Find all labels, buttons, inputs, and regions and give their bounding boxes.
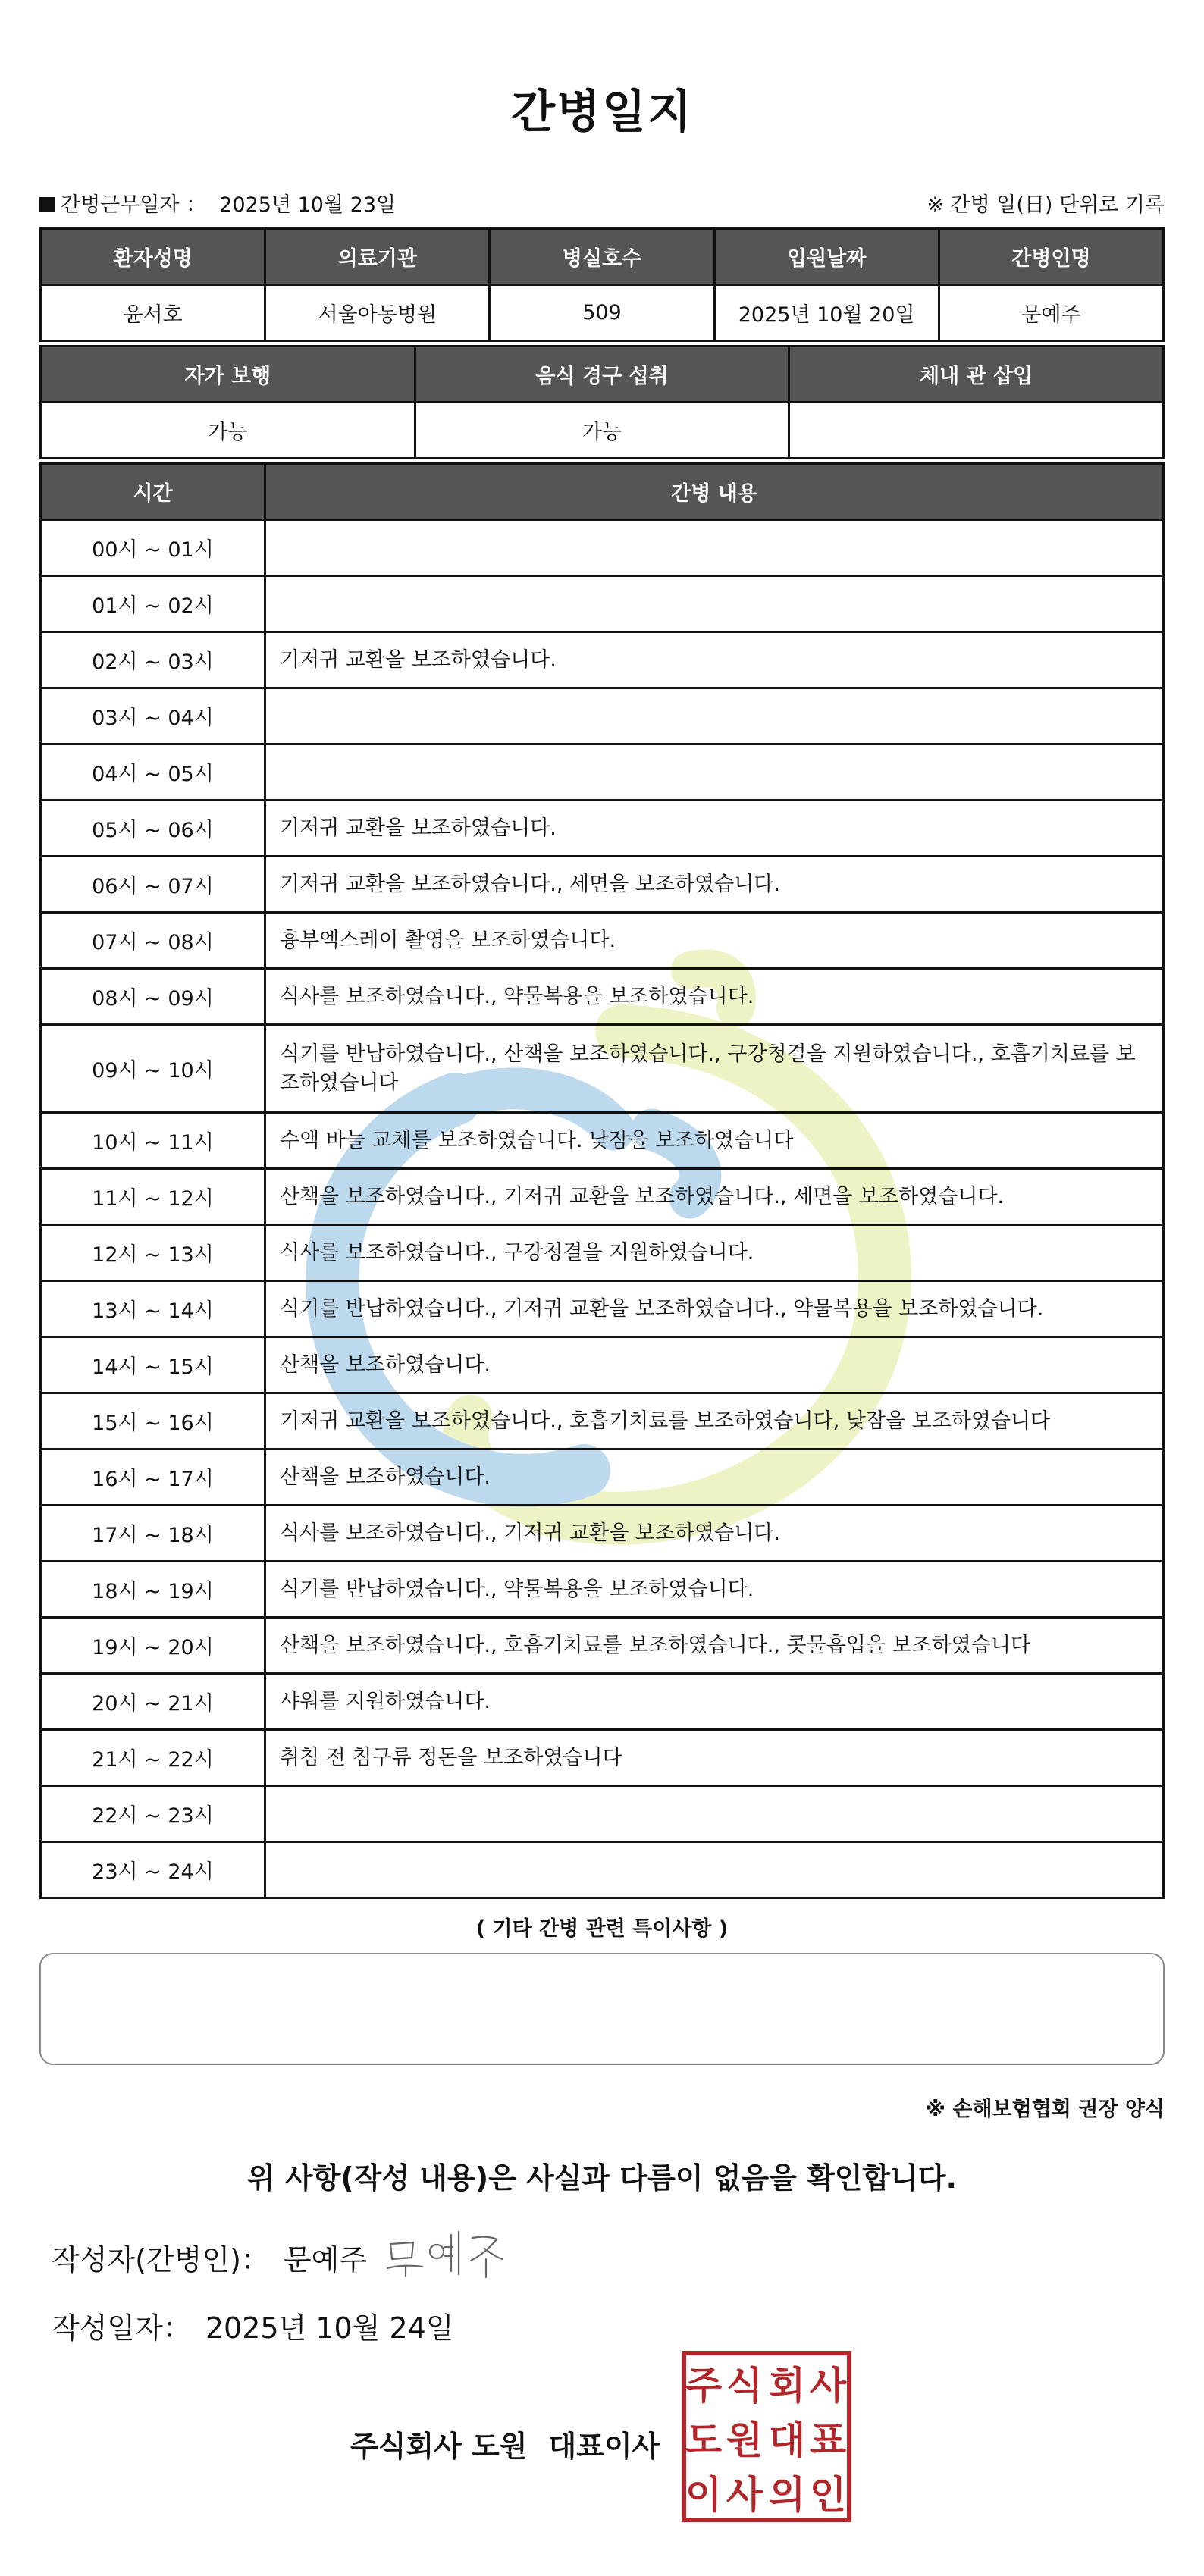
svg-text:사: 사 (726, 2473, 763, 2517)
time-slot: 04시 ~ 05시 (41, 744, 265, 801)
svg-text:회: 회 (768, 2364, 806, 2408)
room-number: 509 (490, 285, 714, 341)
care-content: 산책을 보조하였습니다., 기저귀 교환을 보조하였습니다., 세면을 보조하였습니다. (265, 1169, 1164, 1225)
time-slot: 21시 ~ 22시 (41, 1730, 265, 1786)
care-log-row (41, 801, 1164, 857)
care-log-row (41, 1842, 1164, 1898)
care-content: 식기를 반납하였습니다., 약물복용을 보조하였습니다. (265, 1562, 1164, 1618)
care-content: 식사를 보조하였습니다., 약물복용을 보조하였습니다. (265, 969, 1164, 1025)
time-slot: 18시 ~ 19시 (41, 1562, 265, 1618)
care-content: 기저귀 교환을 보조하였습니다., 세면을 보조하였습니다. (265, 857, 1164, 913)
svg-text:의: 의 (768, 2473, 806, 2517)
written-date-label: 작성일자： (52, 2311, 192, 2345)
patient-status-table (39, 345, 1165, 459)
recommend-note: ※ 손해보험협회 권장 양식 (925, 2098, 1165, 2121)
special-notes-title: ( 기타 간병 관련 특이사항 ) (475, 1917, 729, 1941)
care-content: 흉부엑스레이 촬영을 보조하였습니다. (265, 913, 1164, 969)
care-log-row (41, 1169, 1164, 1225)
care-content: 산책을 보조하였습니다. (265, 1337, 1164, 1393)
square-bullet-icon (39, 197, 55, 212)
care-content: 식기를 반납하였습니다., 기저귀 교환을 보조하였습니다., 약물복용을 보조하였습니다. (265, 1281, 1164, 1337)
header-room-number: 병실호수 (490, 229, 714, 285)
header-care-content: 간병 내용 (265, 464, 1164, 520)
patient-info-table (39, 227, 1165, 342)
time-slot: 14시 ~ 15시 (41, 1337, 265, 1393)
admission-date: 2025년 10월 20일 (714, 285, 939, 341)
time-slot: 00시 ~ 01시 (41, 520, 265, 576)
svg-text:원: 원 (726, 2418, 763, 2462)
care-log-row (41, 576, 1164, 632)
time-slot: 11시 ~ 12시 (41, 1169, 265, 1225)
care-log-row (41, 1449, 1164, 1506)
writer-line (52, 2236, 367, 2278)
time-slot: 09시 ~ 10시 (41, 1025, 265, 1113)
care-log-row (41, 1786, 1164, 1842)
handwritten-signature (383, 2221, 519, 2289)
care-content: 수액 바늘 교체를 보조하였습니다. 낮잠을 보조하였습니다 (265, 1113, 1164, 1169)
care-log-row (41, 1618, 1164, 1674)
hospital-name: 서울아동병원 (265, 285, 490, 341)
care-content (265, 576, 1164, 632)
care-content: 기저귀 교환을 보조하였습니다., 호흡기치료를 보조하였습니다, 낮잠을 보조하였습니다 (265, 1393, 1164, 1449)
care-log-row (41, 520, 1164, 576)
time-slot: 16시 ~ 17시 (41, 1449, 265, 1506)
care-log-row (41, 1730, 1164, 1786)
time-slot: 22시 ~ 23시 (41, 1786, 265, 1842)
header-hospital: 의료기관 (265, 229, 490, 285)
work-date (39, 188, 396, 218)
header-time: 시간 (41, 464, 265, 520)
header-self-walking: 자가 보행 (41, 346, 415, 403)
care-content (265, 1842, 1164, 1898)
special-notes-box (39, 1953, 1165, 2065)
care-log-row (41, 632, 1164, 688)
care-content: 기저귀 교환을 보조하였습니다. (265, 801, 1164, 857)
time-slot: 06시 ~ 07시 (41, 857, 265, 913)
time-slot: 19시 ~ 20시 (41, 1618, 265, 1674)
care-log-row (41, 1113, 1164, 1169)
oral-intake-value: 가능 (415, 403, 789, 459)
company-name: 주식회사 도원 (350, 2430, 528, 2463)
time-slot: 12시 ~ 13시 (41, 1225, 265, 1281)
svg-text:도: 도 (685, 2418, 723, 2462)
representative-label: 대표이사 (548, 2430, 660, 2463)
care-log-row (41, 688, 1164, 744)
care-content: 식사를 보조하였습니다., 기저귀 교환을 보조하였습니다. (265, 1506, 1164, 1562)
caregiver-name: 문예주 (939, 285, 1163, 341)
care-content (265, 744, 1164, 801)
svg-text:사: 사 (809, 2364, 847, 2408)
care-log-row (41, 744, 1164, 801)
time-slot: 05시 ~ 06시 (41, 801, 265, 857)
care-content: 식사를 보조하였습니다., 구강청결을 지원하였습니다. (265, 1225, 1164, 1281)
care-log-row (41, 1393, 1164, 1449)
care-content: 산책을 보조하였습니다., 호흡기치료를 보조하였습니다., 콧물흡입을 보조하였습니다 (265, 1618, 1164, 1674)
tube-insertion-value (789, 403, 1164, 459)
time-slot: 20시 ~ 21시 (41, 1674, 265, 1730)
work-date-label: 간병근무일자 ： (61, 193, 207, 217)
time-slot: 02시 ~ 03시 (41, 632, 265, 688)
care-log-row (41, 1674, 1164, 1730)
document-title: 간병일지 (511, 86, 693, 139)
svg-text:이: 이 (685, 2473, 723, 2517)
time-slot: 10시 ~ 11시 (41, 1113, 265, 1169)
care-content: 취침 전 침구류 정돈을 보조하였습니다 (265, 1730, 1164, 1786)
header-tube-insertion: 체내 관 삽입 (789, 346, 1164, 403)
svg-text:대: 대 (768, 2418, 806, 2462)
time-slot: 01시 ~ 02시 (41, 576, 265, 632)
care-log-row (41, 1225, 1164, 1281)
header-admission-date: 입원날짜 (714, 229, 939, 285)
record-note: ※ 간병 일(日) 단위로 기록 (927, 193, 1165, 217)
svg-text:주: 주 (685, 2364, 723, 2408)
care-content (265, 688, 1164, 744)
written-date-value: 2025년 10월 24일 (205, 2311, 454, 2345)
care-content: 기저귀 교환을 보조하였습니다. (265, 632, 1164, 688)
care-log-row (41, 913, 1164, 969)
care-content: 식기를 반납하였습니다., 산책을 보조하였습니다., 구강청결을 지원하였습니다., 호흡기치료를 보조하였습니다 (265, 1025, 1164, 1113)
patient-name: 윤서호 (41, 285, 265, 341)
care-content: 샤워를 지원하였습니다. (265, 1674, 1164, 1730)
care-content: 산책을 보조하였습니다. (265, 1449, 1164, 1506)
time-slot: 03시 ~ 04시 (41, 688, 265, 744)
self-walking-value: 가능 (41, 403, 415, 459)
company-line (350, 2423, 660, 2465)
care-log-row (41, 1025, 1164, 1113)
writer-label: 작성자(간병인)： (52, 2243, 270, 2277)
care-log-table (39, 462, 1165, 1899)
care-log-row (41, 1337, 1164, 1393)
time-slot: 08시 ~ 09시 (41, 969, 265, 1025)
care-content (265, 520, 1164, 576)
time-slot: 15시 ~ 16시 (41, 1393, 265, 1449)
care-content (265, 1786, 1164, 1842)
svg-text:인: 인 (809, 2473, 847, 2517)
written-date-line (52, 2305, 454, 2346)
header-oral-intake: 음식 경구 섭취 (415, 346, 789, 403)
work-date-value: 2025년 10월 23일 (219, 193, 397, 217)
care-log-row (41, 969, 1164, 1025)
svg-text:식: 식 (726, 2364, 763, 2408)
care-log-row (41, 1281, 1164, 1337)
time-slot: 23시 ~ 24시 (41, 1842, 265, 1898)
company-seal (681, 2350, 852, 2523)
svg-text:표: 표 (809, 2418, 847, 2462)
header-patient-name: 환자성명 (41, 229, 265, 285)
care-log-row (41, 1506, 1164, 1562)
header-caregiver-name: 간병인명 (939, 229, 1163, 285)
time-slot: 07시 ~ 08시 (41, 913, 265, 969)
time-slot: 17시 ~ 18시 (41, 1506, 265, 1562)
time-slot: 13시 ~ 14시 (41, 1281, 265, 1337)
writer-name: 문예주 (283, 2243, 368, 2277)
care-log-row (41, 857, 1164, 913)
confirm-statement: 위 사항(작성 내용)은 사실과 다름이 없음을 확인합니다. (246, 2161, 958, 2195)
care-log-row (41, 1562, 1164, 1618)
